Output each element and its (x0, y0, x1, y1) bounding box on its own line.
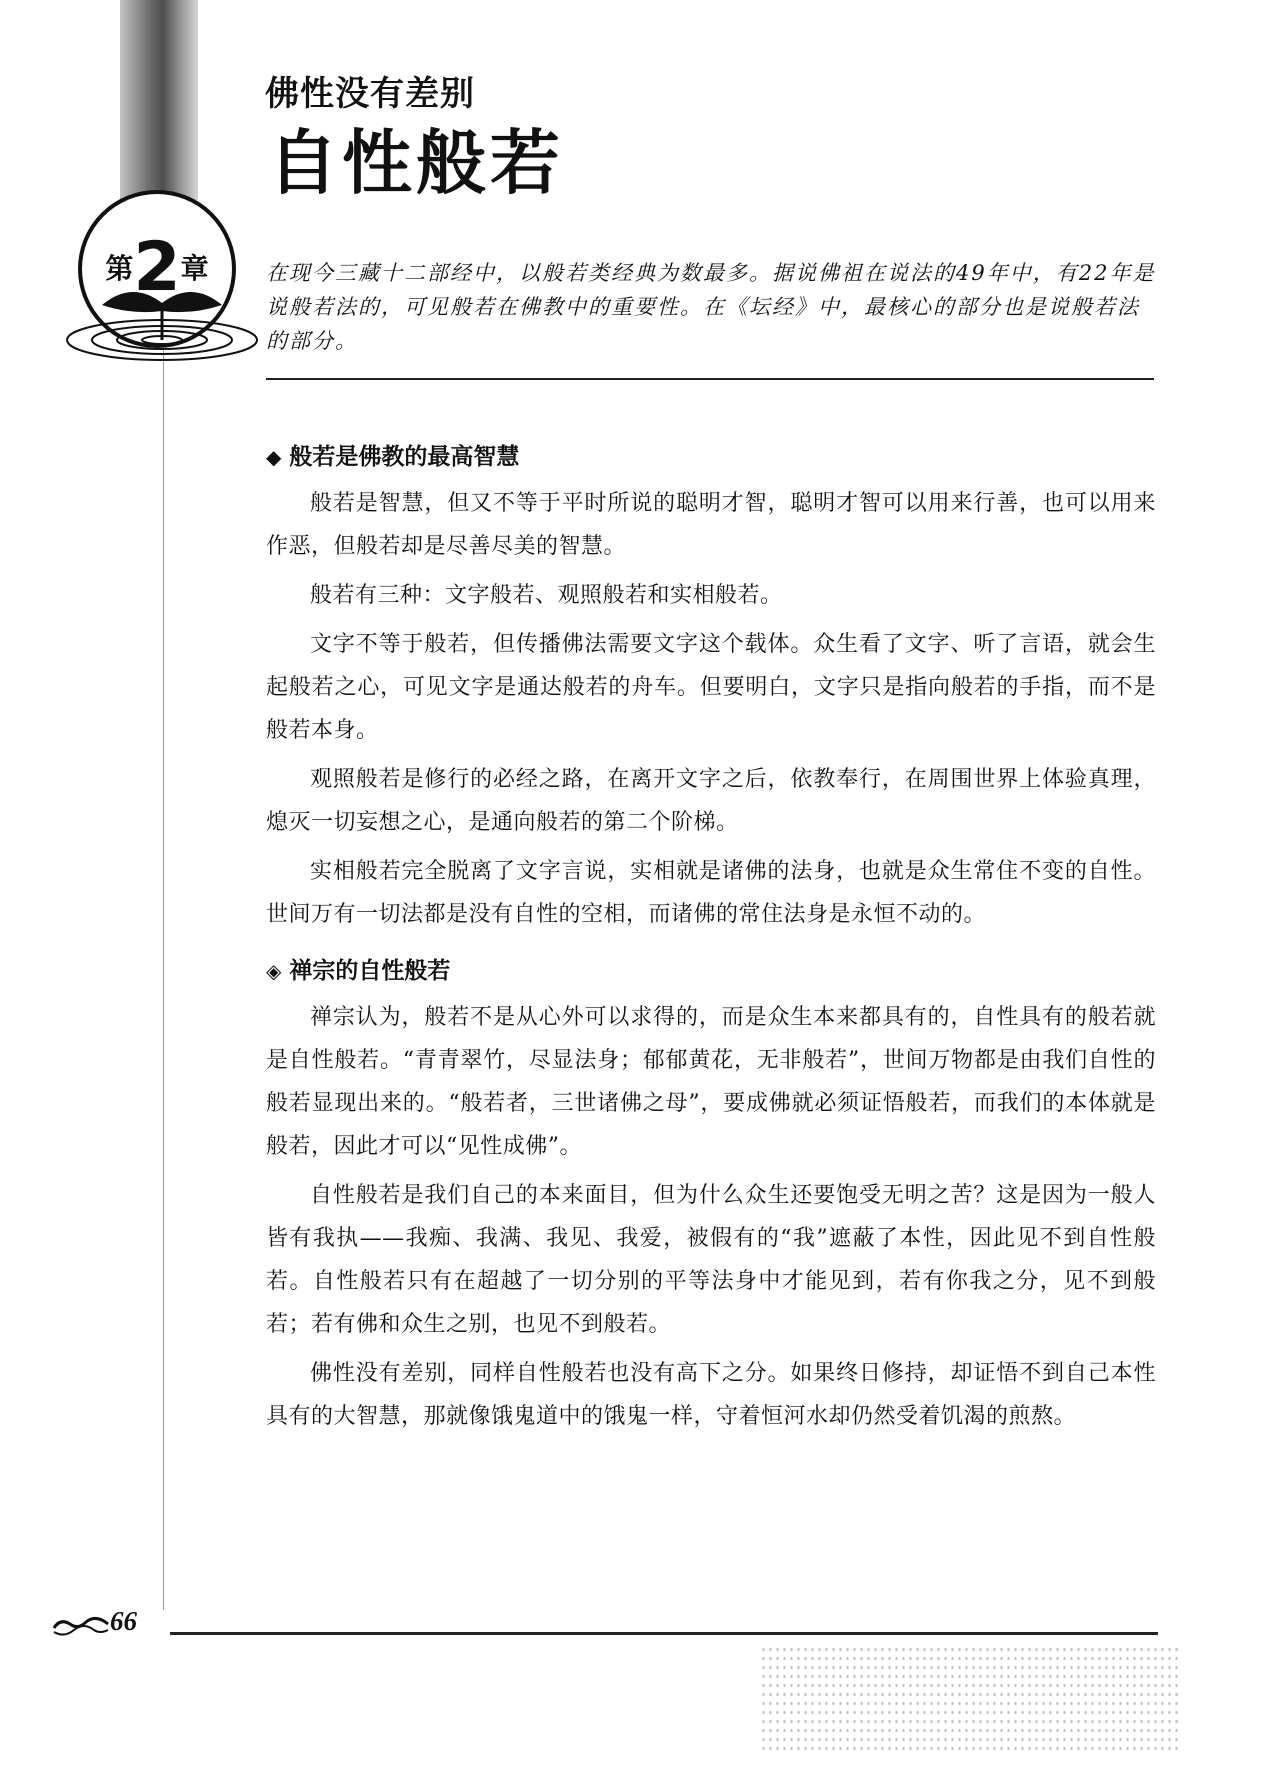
swirl-ornament-icon (50, 1612, 112, 1640)
chapter-title: 自性般若 (268, 122, 564, 204)
chapter-body (266, 440, 1156, 1444)
page-number: 66 (110, 1606, 137, 1636)
section-heading-text: 禅宗的自性般若 (289, 958, 451, 984)
decorative-strip (120, 0, 198, 200)
chapter-subtitle: 佛性没有差别 (265, 74, 475, 114)
margin-line (163, 330, 164, 1610)
paragraph: 实相般若完全脱离了文字言说，实相就是诸佛的法身，也就是众生常住不变的自性。世间万有一切法都是没有自性的空相，而诸佛的常住法身是永恒不动的。 (266, 859, 1156, 927)
diamond-bullet-icon: ◆ (266, 445, 282, 469)
paragraph: 观照般若是修行的必经之路，在离开文字之后，依教奉行，在周围世界上体验真理，熄灭一切妄想之心，是通向般若的第二个阶梯。 (266, 767, 1156, 835)
chapter-intro: 在现今三藏十二部经中，以般若类经典为数最多。据说佛祖在说法的49年中，有22年是说般若法的，可见般若在佛教中的重要性。在《坛经》中，最核心的部分也是说般若法的部分。 (266, 261, 1156, 353)
section-zen-prajna (266, 954, 1156, 1438)
paragraph: 禅宗认为，般若不是从心外可以求得的，而是众生本来都具有的，自性具有的般若就是自性般若。“青青翠竹，尽显法身；郁郁黄花，无非般若”，世间万物都是由我们自性的般若显现出来的。“般若者，三世诸佛之母”，要成佛就必须证悟般若，而我们的本体就是般若，因此才可以“见性成佛”。 (266, 1005, 1156, 1159)
scan-noise (760, 1645, 1180, 1755)
paragraph: 文字不等于般若，但传播佛法需要文字这个载体。众生看了文字、听了言语，就会生起般若之心，可见文字是通达般若的舟车。但要明白，文字只是指向般若的手指，而不是般若本身。 (266, 632, 1156, 743)
paragraph: 佛性没有差别，同样自性般若也没有高下之分。如果终日修持，却证悟不到自己本性具有的大智慧，那就像饿鬼道中的饿鬼一样，守着恒河水却仍然受着饥渴的煎熬。 (266, 1361, 1156, 1429)
intro-divider (266, 378, 1154, 380)
lotus-ornament-icon (62, 285, 262, 365)
paragraph: 自性般若是我们自己的本来面目，但为什么众生还要饱受无明之苦？这是因为一般人皆有我执——我痴、我满、我见、我爱，被假有的“我”遮蔽了本性，因此见不到自性般若。自性般若只有在超越了一切分别的平等法身中才能见到，若有你我之分，见不到般若；若有佛和众生之别，也见不到般若。 (266, 1183, 1156, 1337)
paragraph: 般若有三种：文字般若、观照般若和实相般若。 (310, 583, 783, 608)
diamond-bullet-icon: ◈ (266, 959, 282, 983)
chapter-prefix: 第 (105, 252, 134, 285)
paragraph: 般若是智慧，但又不等于平时所说的聪明才智，聪明才智可以用来行善，也可以用来作恶，但般若却是尽善尽美的智慧。 (266, 491, 1156, 559)
section-highest-wisdom (266, 440, 1156, 936)
section-heading (266, 954, 1156, 988)
section-heading (266, 440, 1156, 474)
section-heading-text: 般若是佛教的最高智慧 (289, 444, 520, 470)
chapter-suffix: 章 (180, 252, 209, 285)
chapter-number: 2 (133, 228, 181, 307)
footer-rule (170, 1632, 1158, 1635)
